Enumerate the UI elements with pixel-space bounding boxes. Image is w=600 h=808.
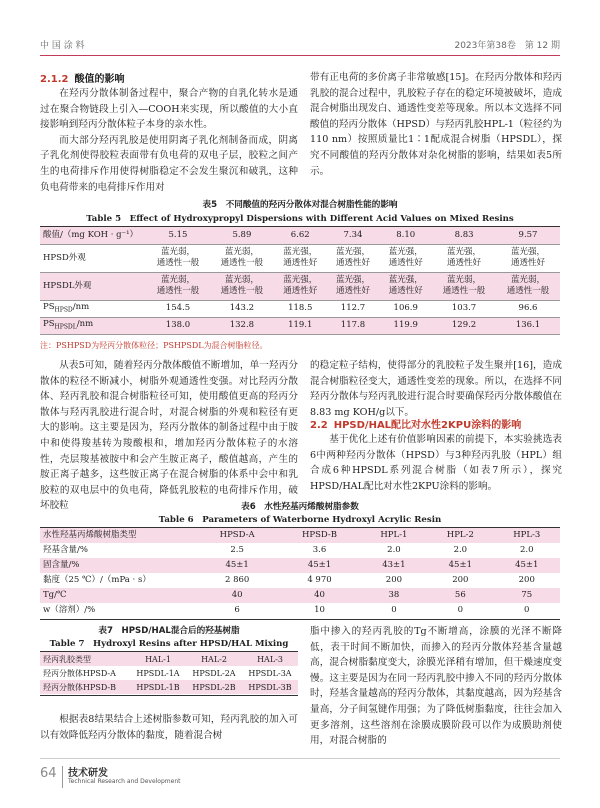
row-label: w（溶剂）/% [43,605,96,615]
paragraph: 脂中掺入的羟丙乳胶的Tg不断增高，涂膜的光泽不断降低，表干时间不断加快，而掺入的羟丙分散体羟基含量越高，混合树脂黏度变大，涂膜光泽稍有增加，但干燥速度变慢。这主要是因为在同一羟丙乳胶中掺入不同的羟丙分散体时，羟基含量越高的羟丙分散体，其黏度越高，因为羟基含量高，分子间氢键作用强；为了降低树脂黏度，往往会加入更多溶剂，这些溶剂在涂膜成膜阶段可以作为成膜助剂使用，对混合树脂的 [310,626,562,747]
cell: 200 [452,575,469,585]
right-mid-text [310,358,562,420]
acid-value: 8.83 [432,227,496,244]
table5-caption-zh: 表5 不同酸值的羟丙分散体对混合树脂性能的影响 [202,200,398,210]
table5-row-acid [40,227,560,244]
cell: 3.6 [312,545,327,555]
cell-line: 蓝光强， [335,247,370,257]
cell: HPSDL-2B [186,680,242,694]
cell-line: 通透性好 [335,258,370,268]
table6-caption-zh: 表6 水性羟基丙烯酸树脂参数 [241,502,359,512]
cell-line: 通透性一般 [220,258,264,268]
label-text: PS [43,318,55,329]
cell: 0 [524,605,530,615]
ps-value: 103.7 [432,300,496,317]
cell-line: 蓝光弱， [224,275,259,285]
cell-line: 蓝光强， [388,275,423,285]
cell-line: 蓝光强， [335,275,370,285]
ps-value: 138.0 [146,317,210,334]
ps-value: 154.5 [146,300,210,317]
cell [327,272,380,300]
header-cell: 水性羟基丙烯酸树脂类型 [40,528,196,543]
cell: 45±1 [196,558,278,573]
ps-value: 96.6 [496,300,560,317]
header-cell: HPSD-A [196,528,278,543]
cell: 40 [196,588,278,603]
header-cell: HPL-1 [361,528,427,543]
table5-row-hpsdl [40,272,560,300]
acid-value: 7.34 [327,227,380,244]
table-row [40,666,298,680]
table6-header-row [40,528,560,543]
cell-line: 通透性一般 [156,258,200,268]
section-number: 2.1.2 [40,74,69,85]
table5 [40,227,560,335]
cell-line: 蓝光弱， [447,275,482,285]
header-cell: HPL-3 [494,528,560,543]
cell [432,272,496,300]
cell [496,244,560,272]
cell [379,272,432,300]
cell-line: 通透性好 [283,286,318,296]
section-title: 酸值的影响 [74,74,125,85]
footer-divider [62,766,63,788]
cell: 56 [427,588,493,603]
cell: 2 860 [224,575,250,585]
cell [496,272,560,300]
journal-name: 中 国 涂 料 [40,41,85,51]
label-sub: HPSDL [54,323,77,331]
header-cell: 羟丙乳胶类型 [40,652,130,666]
paragraph: 在羟丙分散体制备过程中，聚合产物的自乳化转水是通过在聚合物链段上引入—COOH来实现，所以酸值的大小直接影响到羟丙分散体粒子本身的亲水性。 [40,88,298,131]
paragraph: 的稳定粒子结构，使得部分的乳胶粒子发生聚并[16]，造成混合树脂粒径变大，通透性变差的现象。所以，在选择不同羟丙分散体与羟丙乳胶进行混合时要确保羟丙分散体酸值在8.83 mg KOH/g以下。 [310,360,562,418]
cell-line: 通透性一般 [442,286,486,296]
header-cell: HPSD-B [278,528,360,543]
right-bottom-text [310,624,562,749]
header-cell: HAL-3 [242,652,298,666]
cell-line: 蓝光弱， [511,275,546,285]
cell: HPSDL-1B [130,680,186,694]
cell: 2.0 [453,545,468,555]
row-label: 羟丙分散体HPSD-A [43,668,116,678]
row-label: 黏度（25 ℃）/（mPa · s） [43,575,151,585]
table6 [40,528,560,618]
cell: 4 970 [307,575,332,585]
table-row [40,588,560,603]
cell [379,244,432,272]
footer-rule [40,758,560,759]
cell: 45±1 [278,558,360,573]
acid-value: 8.10 [379,227,432,244]
paragraph: 基于优化上述有价值影响因素的前提下，本实验挑选表6中两种羟丙分散体（HPSD）与3种羟丙乳胶（HPL）组合成6种HPSDL系列混合树脂（如表7所示），探究HPSD/HAL配比对水性2KPU涂料的影响。 [310,434,562,492]
row-label: 羟丙分散体HPSD-B [40,680,130,694]
right-top-text [310,70,562,179]
cell: 40 [278,588,360,603]
section-number: 2.2 [310,420,328,431]
cell-line: 蓝光强， [388,247,423,257]
label-unit: /nm [72,301,90,312]
footer-column-zh: 技术研发 [68,768,108,779]
cell [274,272,327,300]
row-label: 固含量/% [40,558,196,573]
table-row [40,573,560,588]
cell: 0 [457,605,464,615]
table7-bottom-rule [40,695,298,696]
table5-row-hpsd [40,244,560,272]
cell: 10 [314,605,325,615]
cell: 75 [494,588,560,603]
header-cell: HPL-2 [427,528,493,543]
cell-line: 通透性一般 [220,286,264,296]
cell-line: 蓝光强， [283,275,318,285]
label-text: PS [43,301,55,312]
cell-line: 蓝光强， [283,247,318,257]
label-sub: HPSD [54,306,73,314]
left-bottom-text [40,712,298,743]
cell-line: 通透性好 [335,286,370,296]
cell: 200 [385,575,403,585]
cell: 6 [234,605,240,615]
issue-info: 2023年第38卷 第 12 期 [454,41,560,51]
paragraph: 带有正电荷的多价离子非常敏感[15]。在羟丙分散体和羟丙乳胶的混合过程中，乳胶粒子存在的稳定环境被破坏，造成混合树脂出现发白、通透性变差等现象。所以本文选择不同酸值的羟丙分散体（HPSD）与羟丙乳胶HPL-1（粒径约为110 nm）按照质量比1∶1配成混合树脂（HPSDL），探究不同酸值的羟丙分散体对杂化树脂的影响，结果如表5所示。 [310,72,562,177]
cell: HPSDL-1A [136,668,180,678]
table-row [40,603,560,618]
cell [210,244,274,272]
table-row [40,680,298,694]
table5-row-ps-hpsdl [40,317,560,334]
cell: 2.5 [230,545,244,555]
cell: 2.0 [520,545,534,555]
row-label: Tg/℃ [40,588,196,603]
cell [274,244,327,272]
cell-line: 蓝光强， [511,247,546,257]
cell-line: 通透性好 [511,258,546,268]
table-row [40,558,560,573]
ps-value: 119.9 [379,317,432,334]
acid-value: 5.15 [146,227,210,244]
acid-label: 酸值/（mg KOH · g⁻¹） [40,227,146,244]
ps-value: 117.8 [327,317,380,334]
acid-value: 5.89 [210,227,274,244]
cell: HPSDL-2A [192,668,236,678]
cell: HPSDL-3A [248,668,292,678]
cell [146,244,210,272]
ps-hpsd-label [40,300,146,317]
cell [432,244,496,272]
acid-value: 9.57 [496,227,560,244]
cell-line: 通透性好 [388,258,423,268]
cell-line: 蓝光弱， [224,247,259,257]
hpsdl-label: HPSDL外观 [40,272,146,300]
header-cell: HAL-1 [130,652,186,666]
cell: 200 [518,575,535,585]
ps-value: 112.7 [327,300,380,317]
paragraph: 而大部分羟丙乳胶是使用阴离子乳化剂制备而成，阴离子乳化剂使得胶粒表面带有负电荷的双电子层，胶粒之间产生的电荷排斥作用使得树脂稳定不会发生聚沉和破乳，这种负电荷带来的电荷排斥作用对 [40,134,298,193]
table7-caption-en: Table 7 Hydroxyl Resins after HPSD/HAL Mixing [49,639,289,649]
table7-header-row [40,652,298,666]
ps-value: 136.1 [496,317,560,334]
table6-caption-en: Table 6 Parameters of Waterborne Hydroxyl Acrylic Resin [158,515,442,525]
ps-value: 118.5 [274,300,327,317]
header-cell: HAL-2 [186,652,242,666]
table5-note: 注：PSHPSD为羟丙分散体粒径；PSHPSDL为混合树脂粒径。 [40,341,268,350]
cell: 0 [391,605,397,615]
section-2-2-heading [310,416,521,431]
cell: 43±1 [361,558,427,573]
table7-caption-zh: 表7 HPSD/HAL混合后的羟基树脂 [98,626,240,636]
cell [210,272,274,300]
cell-line: 蓝光弱， [160,275,195,285]
ps-hpsdl-label [40,317,146,334]
table5-row-ps-hpsd [40,300,560,317]
table7 [40,652,298,694]
footer-column-en: Technical Research and Development [68,778,181,785]
left-mid-text [40,358,298,514]
cell: 2.0 [387,545,401,555]
cell-line: 通透性好 [447,258,482,268]
left-top-text [40,86,298,195]
header-rule [40,55,560,56]
cell: 45±1 [427,558,493,573]
row-label: 羟基含量/% [43,545,88,555]
table5-caption-en: Table 5 Effect of Hydroxypropyl Dispersions with Different Acid Values on Mixed Resins [86,214,514,224]
table6-bottom-rule [40,619,560,620]
acid-value: 6.62 [274,227,327,244]
cell [327,244,380,272]
ps-value: 132.8 [210,317,274,334]
cell-line: 蓝光弱， [160,247,195,257]
cell: 38 [361,588,427,603]
right-sec22-text [310,432,562,494]
section-2-1-2-heading [40,70,124,85]
hpsd-label: HPSD外观 [40,244,146,272]
cell-line: 通透性好 [283,258,318,268]
paragraph: 从表5可知，随着羟丙分散体酸值不断增加，单一羟丙分散体的粒径不断减小，树脂外观通透性变强。对比羟丙分散体、羟丙乳胶和混合树脂粒径可知，使用酸值更高的羟丙分散体与羟丙乳胶进行混合时，对混合树脂的外观和粒径有更大的影响。这主要是因为，羟丙分散体的制备过程中由于胺中和使得羧基转为羧酸根和，增加羟丙分散体粒子的水溶性，壳层羧基被胺中和会产生胺正离子，酸值越高，产生的胺正离子越多，这些胺正离子在混合树脂的体系中会中和乳胶粒的双电层中的负电荷，降低乳胶粒的电荷排斥作用，破坏胶粒 [40,360,298,512]
section-title: HPSD/HAL配比对水性2KPU涂料的影响 [333,420,522,431]
cell: HPSDL-3B [242,680,298,694]
cell: 45±1 [494,558,560,573]
ps-value: 106.9 [379,300,432,317]
ps-value: 143.2 [210,300,274,317]
cell-line: 通透性一般 [506,286,550,296]
cell-line: 通透性一般 [156,286,200,296]
label-unit: /nm [76,318,94,329]
cell-line: 蓝光强， [447,247,482,257]
cell [146,272,210,300]
ps-value: 129.2 [432,317,496,334]
paragraph: 根据表8结果结合上述树脂参数可知，羟丙乳胶的加入可以有效降低羟丙分散体的黏度，随着混合树 [40,714,298,741]
page-number: 64 [40,766,57,781]
table-row [40,543,560,558]
ps-value: 119.1 [274,317,327,334]
cell-line: 通透性好 [388,286,423,296]
